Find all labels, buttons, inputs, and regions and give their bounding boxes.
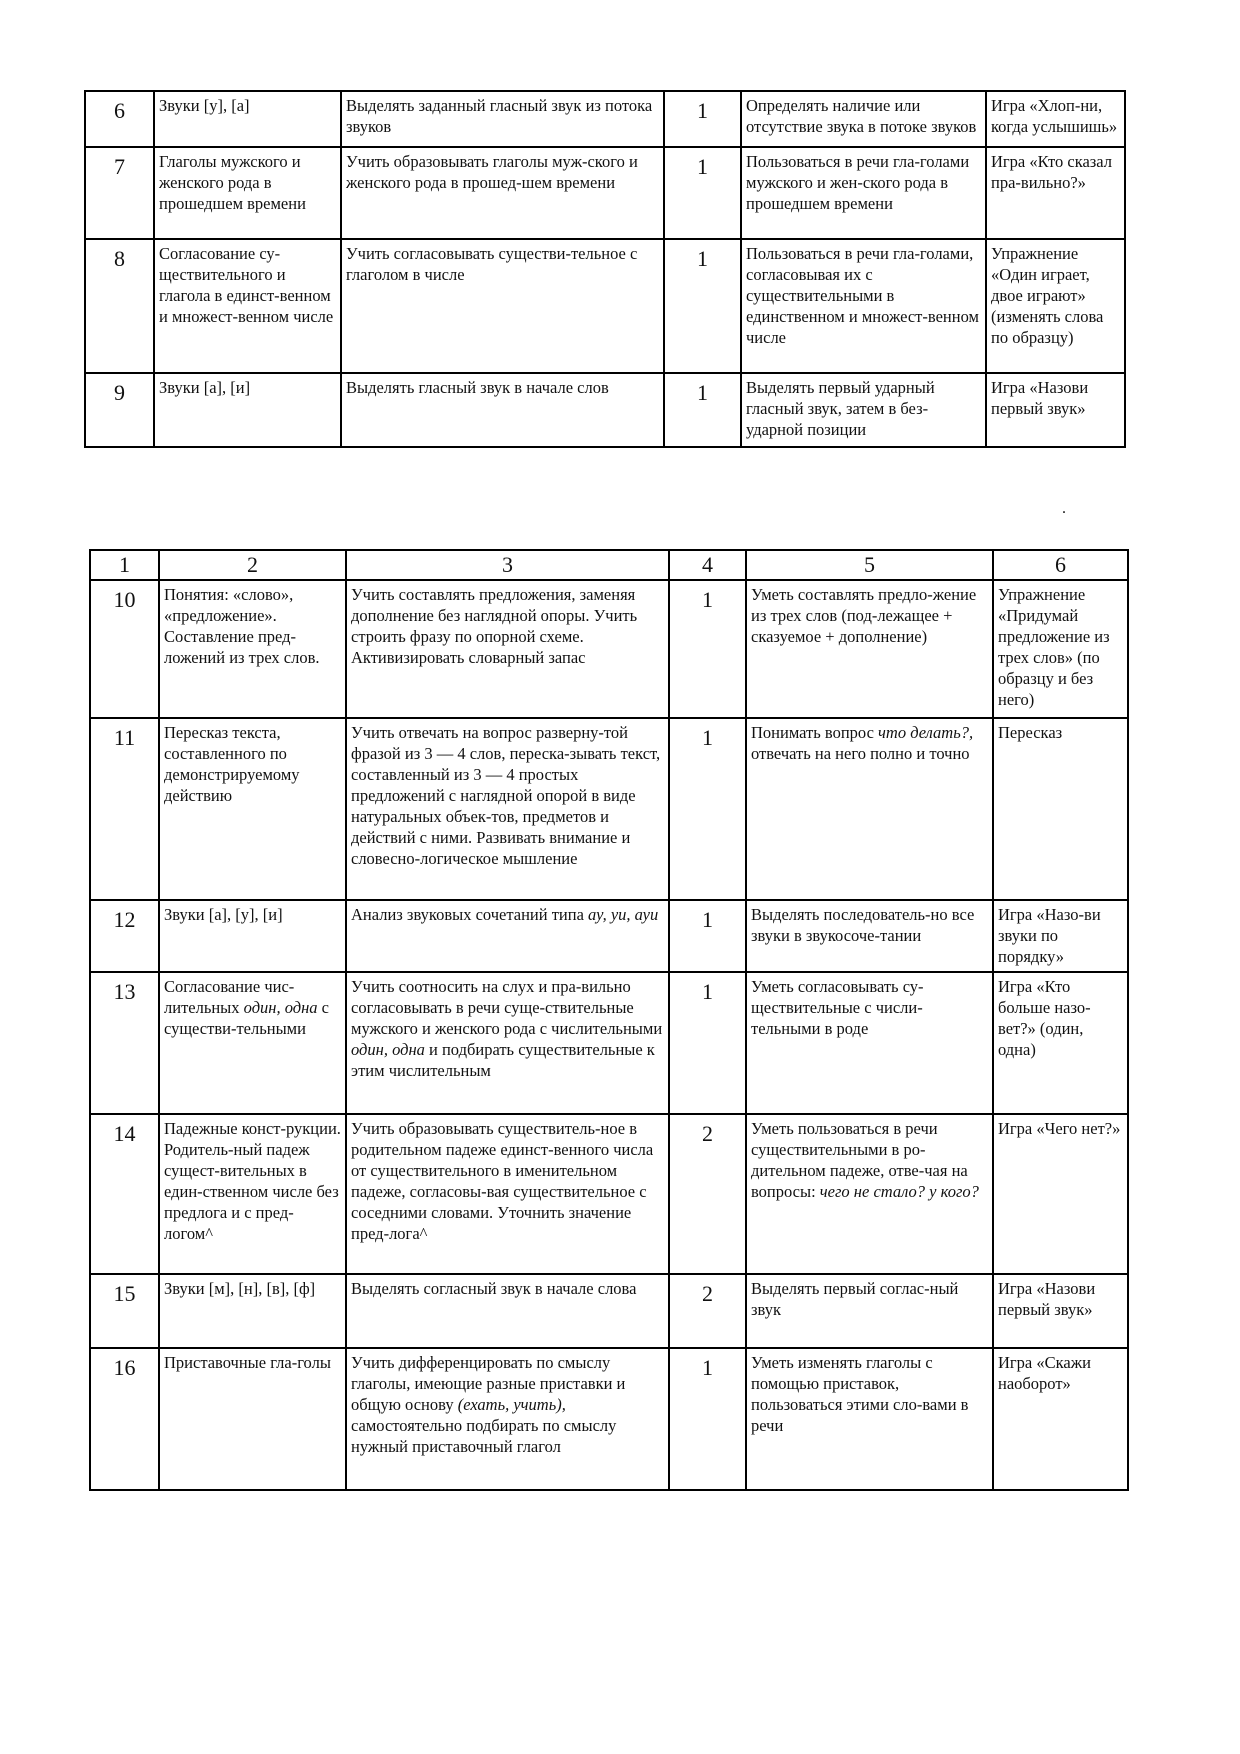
topic-cell: Согласование чис-лительных один, одна с существи-тельными xyxy=(159,972,346,1114)
topic-cell: Звуки [а], [и] xyxy=(154,373,341,447)
row-number: 13 xyxy=(90,972,159,1114)
row-number: 12 xyxy=(90,900,159,972)
goal-cell: Учить образовывать существитель-ное в родительном падеже единст-венного числа от существительного в именительном падеже, согласовы-вая существительное с соседними словами. Уточнить значение пред-лога^ xyxy=(346,1114,669,1274)
form-cell: Упражнение «Придумай предложение из трех слов» (по образцу и без него) xyxy=(993,580,1128,718)
result-cell: Пользоваться в речи гла-голами мужского и жен-ского рода в прошедшем времени xyxy=(741,147,986,239)
row-number: 8 xyxy=(85,239,154,373)
lesson-plan-table-bottom xyxy=(89,549,1129,1491)
result-cell: Выделять первый ударный гласный звук, затем в без-ударной позиции xyxy=(741,373,986,447)
column-number: 1 xyxy=(90,550,159,580)
row-number: 9 xyxy=(85,373,154,447)
hours-cell: 1 xyxy=(669,718,746,900)
column-number: 4 xyxy=(669,550,746,580)
form-cell: Игра «Кто сказал пра-вильно?» xyxy=(986,147,1125,239)
hours-cell: 1 xyxy=(664,91,741,147)
table-row xyxy=(85,91,1125,147)
row-number: 10 xyxy=(90,580,159,718)
table-row xyxy=(85,373,1125,447)
result-cell: Выделять первый соглас-ный звук xyxy=(746,1274,993,1348)
goal-cell: Учить соотносить на слух и пра-вильно согласовывать в речи суще-ствительные мужского и женского рода с числительными один, одна и подбирать существительные к этим числительным xyxy=(346,972,669,1114)
table-row xyxy=(85,239,1125,373)
form-cell: Игра «Скажи наоборот» xyxy=(993,1348,1128,1490)
table-row xyxy=(90,900,1128,972)
row-number: 15 xyxy=(90,1274,159,1348)
table-row xyxy=(90,1274,1128,1348)
topic-cell: Глаголы мужского и женского рода в прошедшем времени xyxy=(154,147,341,239)
column-number: 2 xyxy=(159,550,346,580)
column-number: 6 xyxy=(993,550,1128,580)
topic-cell: Звуки [м], [н], [в], [ф] xyxy=(159,1274,346,1348)
topic-cell: Приставочные гла-голы xyxy=(159,1348,346,1490)
hours-cell: 1 xyxy=(669,900,746,972)
lesson-plan-table-top xyxy=(84,90,1126,448)
row-number: 16 xyxy=(90,1348,159,1490)
goal-cell: Выделять согласный звук в начале слова xyxy=(346,1274,669,1348)
topic-cell: Пересказ текста, составленного по демонстрируемому действию xyxy=(159,718,346,900)
row-number: 6 xyxy=(85,91,154,147)
result-cell: Уметь пользоваться в речи существительными в ро-дительном падеже, отве-чая на вопросы: чего не стало? у кого? xyxy=(746,1114,993,1274)
goal-cell: Учить составлять предложения, заменяя дополнение без наглядной опоры. Учить строить фразу по опорной схеме. Активизировать словарный запас xyxy=(346,580,669,718)
table-row xyxy=(90,718,1128,900)
stray-mark: . xyxy=(1062,500,1066,517)
topic-cell: Звуки [а], [у], [и] xyxy=(159,900,346,972)
form-cell: Игра «Назови первый звук» xyxy=(986,373,1125,447)
result-cell: Уметь составлять предло-жение из трех слов (под-лежащее + сказуемое + дополнение) xyxy=(746,580,993,718)
result-cell: Определять наличие или отсутствие звука в потоке звуков xyxy=(741,91,986,147)
hours-cell: 2 xyxy=(669,1114,746,1274)
table-row xyxy=(90,1114,1128,1274)
table-row xyxy=(90,580,1128,718)
result-cell: Понимать вопрос что делать?, отвечать на него полно и точно xyxy=(746,718,993,900)
goal-cell: Учить отвечать на вопрос разверну-той фразой из 3 — 4 слов, переска-зывать текст, составленный из 3 — 4 простых предложений с наглядной опорой в виде натуральных объек-тов, предметов и действий с ними. Развивать внимание и словесно-логическое мышление xyxy=(346,718,669,900)
hours-cell: 1 xyxy=(664,373,741,447)
result-cell: Уметь согласовывать су-ществительные с числи-тельными в роде xyxy=(746,972,993,1114)
hours-cell: 1 xyxy=(664,239,741,373)
row-number: 7 xyxy=(85,147,154,239)
topic-cell: Согласование су-ществительного и глагола в единст-венном и множест-венном числе xyxy=(154,239,341,373)
hours-cell: 1 xyxy=(669,580,746,718)
column-number: 5 xyxy=(746,550,993,580)
goal-cell: Выделять заданный гласный звук из потока звуков xyxy=(341,91,664,147)
form-cell: Пересказ xyxy=(993,718,1128,900)
goal-cell: Анализ звуковых сочетаний типа ау, уи, ауи xyxy=(346,900,669,972)
topic-cell: Падежные конст-рукции. Родитель-ный падеж сущест-вительных в един-ственном числе без предлога и с пред-логом^ xyxy=(159,1114,346,1274)
result-cell: Пользоваться в речи гла-голами, согласовывая их с существительными в единственном и множест-венном числе xyxy=(741,239,986,373)
table-row xyxy=(85,147,1125,239)
form-cell: Игра «Чего нет?» xyxy=(993,1114,1128,1274)
form-cell: Игра «Кто больше назо-вет?» (один, одна) xyxy=(993,972,1128,1114)
goal-cell: Учить дифференцировать по смыслу глаголы, имеющие разные приставки и общую основу (ехать, учить), самостоятельно подбирать по смыслу нужный приставочный глагол xyxy=(346,1348,669,1490)
table-row xyxy=(90,1348,1128,1490)
column-number-header xyxy=(90,550,1128,580)
hours-cell: 2 xyxy=(669,1274,746,1348)
form-cell: Игра «Назо-ви звуки по порядку» xyxy=(993,900,1128,972)
form-cell: Упражнение «Один играет, двое играют» (изменять слова по образцу) xyxy=(986,239,1125,373)
hours-cell: 1 xyxy=(669,972,746,1114)
row-number: 11 xyxy=(90,718,159,900)
hours-cell: 1 xyxy=(664,147,741,239)
column-number: 3 xyxy=(346,550,669,580)
hours-cell: 1 xyxy=(669,1348,746,1490)
form-cell: Игра «Назови первый звук» xyxy=(993,1274,1128,1348)
table-row xyxy=(90,972,1128,1114)
result-cell: Выделять последователь-но все звуки в звукосоче-тании xyxy=(746,900,993,972)
topic-cell: Понятия: «слово», «предложение». Составление пред-ложений из трех слов. xyxy=(159,580,346,718)
goal-cell: Учить согласовывать существи-тельное с глаголом в числе xyxy=(341,239,664,373)
goal-cell: Выделять гласный звук в начале слов xyxy=(341,373,664,447)
form-cell: Игра «Хлоп-ни, когда услышишь» xyxy=(986,91,1125,147)
goal-cell: Учить образовывать глаголы муж-ского и женского рода в прошед-шем времени xyxy=(341,147,664,239)
row-number: 14 xyxy=(90,1114,159,1274)
result-cell: Уметь изменять глаголы с помощью приставок, пользоваться этими сло-вами в речи xyxy=(746,1348,993,1490)
topic-cell: Звуки [у], [а] xyxy=(154,91,341,147)
